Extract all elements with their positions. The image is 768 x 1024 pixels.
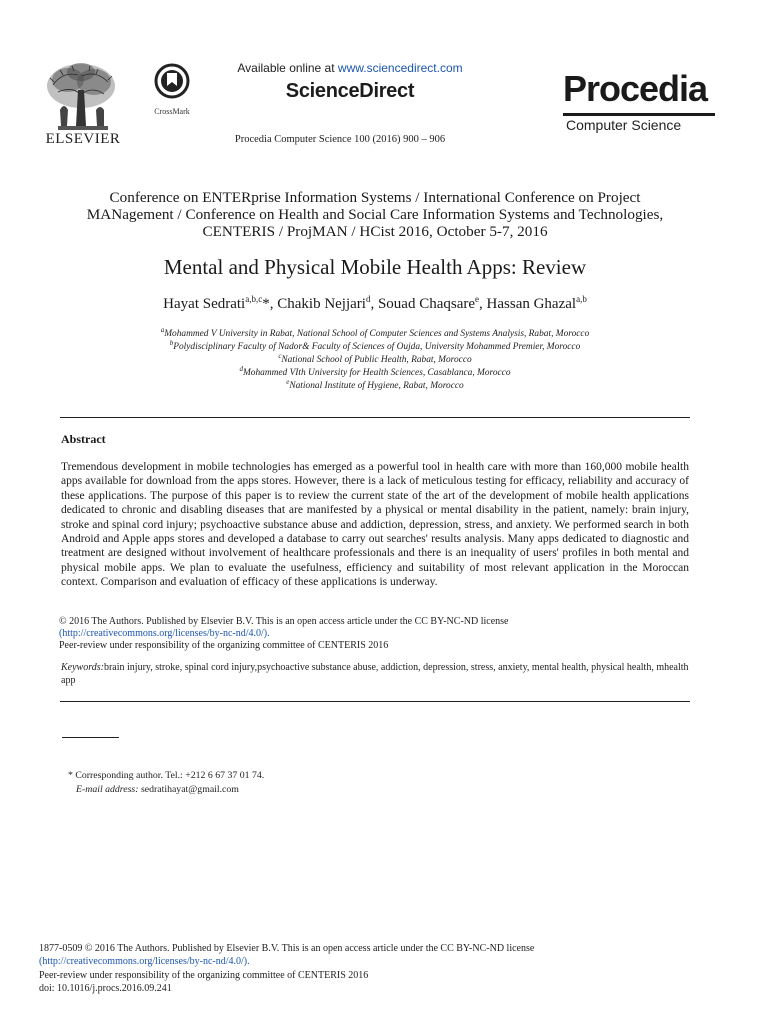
- author-name: Souad Chaqsare: [377, 296, 476, 312]
- abstract-top-rule: [60, 417, 690, 418]
- affiliation-line: [60, 352, 690, 365]
- publication-footer: [39, 942, 729, 995]
- author-name: Chakib Nejjari: [277, 296, 366, 312]
- affiliation-text: National School of Public Health, Rabat, Morocco: [281, 355, 472, 366]
- affiliation-mark: a: [160, 326, 165, 334]
- peer-review-line: Peer-review under responsibility of the organizing committee of CENTERIS 2016: [59, 640, 389, 652]
- sciencedirect-brand: ScienceDirect: [285, 80, 415, 102]
- issn-license-line: 1877-0509 © 2016 The Authors. Published by Elsevier B.V. This is an open access article under the CC BY-NC-ND license: [39, 943, 535, 954]
- affiliation-line: [60, 326, 690, 339]
- abstract-heading: Abstract: [61, 432, 106, 446]
- license-link[interactable]: (http://creativecommons.org/licenses/by-nc-nd/4.0/).: [59, 628, 270, 640]
- conference-info: [60, 189, 690, 240]
- affiliation-mark: c: [278, 352, 282, 360]
- affiliation-line: [60, 365, 690, 378]
- keywords: [61, 661, 689, 687]
- email-line: [68, 783, 264, 797]
- journal-reference: Procedia Computer Science 100 (2016) 900 – 906: [234, 134, 446, 145]
- conference-line: MANagement / Conference on Health and Social Care Information Systems and Technologies,: [86, 206, 664, 223]
- journal-divider: [563, 113, 715, 116]
- author-list: [60, 294, 690, 313]
- publisher-name: ELSEVIER: [45, 131, 121, 147]
- affiliation-line: [60, 378, 690, 391]
- crossmark-label: CrossMark: [154, 107, 190, 116]
- copyright-line: © 2016 The Authors. Published by Elsevier B.V. This is an open access article under the CC BY-NC-ND license: [59, 616, 509, 627]
- keywords-text: brain injury, stroke, spinal cord injury,psychoactive substance abuse, addiction, depression, stress, anxiety, mental health, physical health, mhealth app: [61, 662, 689, 686]
- author-separator: ,: [479, 296, 487, 312]
- author-affiliation-marks: a,b,c: [245, 294, 263, 304]
- affiliation-text: Polydisciplinary Faculty of Nador& Faculty of Sciences of Oujda, University Mohammed Premier, Morocco: [173, 342, 581, 353]
- affiliation-mark: b: [169, 339, 174, 347]
- doi[interactable]: doi: 10.1016/j.procs.2016.09.241: [39, 982, 172, 994]
- affiliation-mark: e: [286, 378, 290, 386]
- sciencedirect-link[interactable]: www.sciencedirect.com: [337, 61, 463, 75]
- conference-line: Conference on ENTERprise Information Systems / International Conference on Project: [109, 189, 641, 206]
- abstract-bottom-rule: [60, 701, 690, 702]
- footer-license-link[interactable]: (http://creativecommons.org/licenses/by-nc-nd/4.0/).: [39, 956, 250, 968]
- author-affiliation-marks: a,b: [576, 294, 587, 304]
- author-separator: ,: [269, 296, 278, 312]
- footnote-rule: [62, 737, 119, 738]
- affiliation-mark: d: [239, 365, 243, 373]
- available-prefix: Available online at: [237, 61, 338, 75]
- affiliation-line: [60, 339, 690, 352]
- author-name: Hassan Ghazal: [486, 296, 577, 312]
- email-label: E-mail address:: [76, 783, 139, 795]
- affiliation-text: National Institute of Hygiene, Rabat, Morocco: [289, 381, 464, 392]
- email-address[interactable]: sedratihayat@gmail.com: [138, 783, 239, 795]
- author-affiliation-marks: e: [475, 294, 480, 304]
- abstract-body: Tremendous development in mobile technologies has emerged as a powerful tool in health care with more than 160,000 mobile health apps available for download from the apps stores. However, there is a lack of meticulous testing for efficacy, reliability and accuracy of these applications. The purpose of this paper is to review the current state of the art of the development of mobile health applications dedicated to chronic and disabling diseases that are manifested by a physical or mental disability in the patient, namely: brain injury, stroke and spinal cord injury; psychoactive substance abuse and addiction, depression, stress, and anxiety. We performed search in both Android and Apple apps stores and developed a database to carry out searches' results analysis. Many apps dedicated to diagnostic and treatment are designed without involvement of healthcare professionals and there is an inequality of users' profiles in both mental and physical mobile apps. We plan to evaluate the usefulness, efficiency and suitability of most relevant application in the Moroccan context. Comparison and evaluation of efficacy of these applications is underway.: [61, 461, 689, 589]
- journal-subtitle: Computer Science: [566, 117, 682, 133]
- corresponding-mark: *: [262, 296, 270, 312]
- keywords-label: Keywords:: [61, 662, 104, 673]
- affiliation-text: Mohammed V University in Rabat, National School of Computer Sciences and Systems Analysis, Rabat, Morocco: [164, 329, 590, 340]
- corresponding-author-line: * Corresponding author. Tel.: +212 6 67 37 01 74.: [68, 770, 265, 781]
- availability-line: [220, 61, 480, 75]
- journal-name: Procedia: [563, 68, 708, 109]
- author-affiliation-marks: d: [365, 294, 371, 304]
- corresponding-author-footnote: [68, 769, 264, 796]
- author-separator: ,: [370, 296, 378, 312]
- footer-peer-review: Peer-review under responsibility of the organizing committee of CENTERIS 2016: [39, 969, 369, 981]
- crossmark-icon: [153, 62, 191, 100]
- crossmark-badge[interactable]: [148, 62, 196, 116]
- copyright-notice: [59, 616, 689, 653]
- conference-line: CENTERIS / ProjMAN / HCist 2016, October 5-7, 2016: [202, 223, 548, 240]
- author-name: Hayat Sedrati: [163, 296, 246, 312]
- affiliation-text: Mohammed VIth University for Health Sciences, Casablanca, Morocco: [242, 368, 511, 379]
- paper-title: Mental and Physical Mobile Health Apps: Review: [163, 255, 587, 279]
